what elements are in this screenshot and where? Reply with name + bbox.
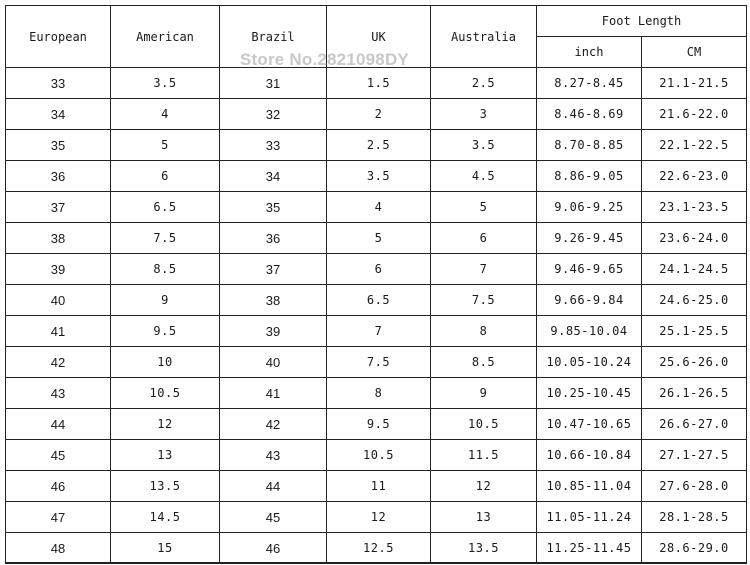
cell-uk: 12.5 — [327, 533, 431, 564]
cell-australia: 5 — [431, 192, 537, 223]
cell-cm: 25.1-25.5 — [642, 316, 747, 347]
cell-european: 40 — [6, 285, 111, 316]
cell-uk: 5 — [327, 223, 431, 254]
cell-australia: 8.5 — [431, 347, 537, 378]
cell-cm: 23.1-23.5 — [642, 192, 747, 223]
cell-inch: 8.27-8.45 — [537, 68, 642, 99]
cell-australia: 8 — [431, 316, 537, 347]
header-european: European — [6, 6, 111, 68]
cell-brazil: 32 — [220, 99, 327, 130]
cell-european: 46 — [6, 471, 111, 502]
cell-australia: 13 — [431, 502, 537, 533]
cell-cm: 22.6-23.0 — [642, 161, 747, 192]
cell-uk: 7.5 — [327, 347, 431, 378]
cell-uk: 8 — [327, 378, 431, 409]
cell-cm: 25.6-26.0 — [642, 347, 747, 378]
cell-european: 39 — [6, 254, 111, 285]
header-brazil: Brazil — [220, 6, 327, 68]
cell-american: 14.5 — [111, 502, 220, 533]
table-row — [6, 99, 747, 130]
table-row — [6, 378, 747, 409]
cell-inch: 10.47-10.65 — [537, 409, 642, 440]
cell-american: 10.5 — [111, 378, 220, 409]
cell-american: 10 — [111, 347, 220, 378]
table-row — [6, 254, 747, 285]
cell-american: 4 — [111, 99, 220, 130]
cell-uk: 11 — [327, 471, 431, 502]
cell-brazil: 31 — [220, 68, 327, 99]
cell-brazil: 44 — [220, 471, 327, 502]
cell-american: 7.5 — [111, 223, 220, 254]
cell-american: 5 — [111, 130, 220, 161]
table-row — [6, 192, 747, 223]
cell-european: 35 — [6, 130, 111, 161]
cell-european: 34 — [6, 99, 111, 130]
cell-cm: 26.1-26.5 — [642, 378, 747, 409]
cell-brazil: 40 — [220, 347, 327, 378]
cell-european: 38 — [6, 223, 111, 254]
cell-cm: 24.1-24.5 — [642, 254, 747, 285]
table-row — [6, 471, 747, 502]
cell-brazil: 36 — [220, 223, 327, 254]
header-cm: CM — [642, 37, 747, 68]
cell-brazil: 45 — [220, 502, 327, 533]
table-row — [6, 316, 747, 347]
cell-uk: 6.5 — [327, 285, 431, 316]
cell-european: 47 — [6, 502, 111, 533]
cell-cm: 23.6-24.0 — [642, 223, 747, 254]
cell-brazil: 41 — [220, 378, 327, 409]
cell-brazil: 33 — [220, 130, 327, 161]
cell-cm: 28.1-28.5 — [642, 502, 747, 533]
cell-australia: 4.5 — [431, 161, 537, 192]
cell-australia: 3 — [431, 99, 537, 130]
cell-brazil: 37 — [220, 254, 327, 285]
cell-brazil: 39 — [220, 316, 327, 347]
cell-american: 15 — [111, 533, 220, 564]
cell-cm: 22.1-22.5 — [642, 130, 747, 161]
table-row — [6, 502, 747, 533]
cell-brazil: 46 — [220, 533, 327, 564]
cell-inch: 9.26-9.45 — [537, 223, 642, 254]
cell-cm: 27.1-27.5 — [642, 440, 747, 471]
cell-cm: 21.1-21.5 — [642, 68, 747, 99]
cell-cm: 28.6-29.0 — [642, 533, 747, 564]
cell-european: 45 — [6, 440, 111, 471]
cell-brazil: 38 — [220, 285, 327, 316]
cell-inch: 11.25-11.45 — [537, 533, 642, 564]
header-row-1 — [6, 6, 747, 37]
cell-inch: 10.85-11.04 — [537, 471, 642, 502]
cell-inch: 8.70-8.85 — [537, 130, 642, 161]
cell-inch: 8.46-8.69 — [537, 99, 642, 130]
cell-inch: 10.05-10.24 — [537, 347, 642, 378]
cell-inch: 11.05-11.24 — [537, 502, 642, 533]
cell-uk: 2.5 — [327, 130, 431, 161]
cell-european: 44 — [6, 409, 111, 440]
cell-uk: 1.5 — [327, 68, 431, 99]
cell-inch: 8.86-9.05 — [537, 161, 642, 192]
table-row — [6, 409, 747, 440]
cell-australia: 7.5 — [431, 285, 537, 316]
cell-uk: 3.5 — [327, 161, 431, 192]
cell-european: 42 — [6, 347, 111, 378]
table-body — [6, 68, 747, 564]
cell-australia: 2.5 — [431, 68, 537, 99]
store-watermark: Store No.2821098DY — [240, 50, 409, 69]
cell-uk: 12 — [327, 502, 431, 533]
cell-cm: 26.6-27.0 — [642, 409, 747, 440]
cell-inch: 9.06-9.25 — [537, 192, 642, 223]
cell-australia: 9 — [431, 378, 537, 409]
cell-australia: 10.5 — [431, 409, 537, 440]
cell-brazil: 42 — [220, 409, 327, 440]
cell-cm: 27.6-28.0 — [642, 471, 747, 502]
cell-brazil: 34 — [220, 161, 327, 192]
table-row — [6, 285, 747, 316]
cell-inch: 9.46-9.65 — [537, 254, 642, 285]
cell-european: 41 — [6, 316, 111, 347]
cell-brazil: 35 — [220, 192, 327, 223]
cell-european: 36 — [6, 161, 111, 192]
cell-inch: 9.66-9.84 — [537, 285, 642, 316]
cell-cm: 24.6-25.0 — [642, 285, 747, 316]
cell-european: 37 — [6, 192, 111, 223]
cell-australia: 7 — [431, 254, 537, 285]
cell-uk: 9.5 — [327, 409, 431, 440]
cell-australia: 12 — [431, 471, 537, 502]
cell-american: 9 — [111, 285, 220, 316]
table-row — [6, 68, 747, 99]
cell-american: 13 — [111, 440, 220, 471]
table-row — [6, 161, 747, 192]
table-row — [6, 223, 747, 254]
cell-uk: 7 — [327, 316, 431, 347]
table-row — [6, 130, 747, 161]
cell-american: 13.5 — [111, 471, 220, 502]
table-bottom-divider — [5, 562, 746, 563]
header-inch: inch — [537, 37, 642, 68]
cell-american: 12 — [111, 409, 220, 440]
table-row — [6, 440, 747, 471]
cell-american: 9.5 — [111, 316, 220, 347]
cell-australia: 6 — [431, 223, 537, 254]
header-australia: Australia — [431, 6, 537, 68]
cell-american: 6.5 — [111, 192, 220, 223]
cell-european: 48 — [6, 533, 111, 564]
cell-cm: 21.6-22.0 — [642, 99, 747, 130]
cell-inch: 9.85-10.04 — [537, 316, 642, 347]
cell-uk: 2 — [327, 99, 431, 130]
cell-australia: 11.5 — [431, 440, 537, 471]
cell-uk: 10.5 — [327, 440, 431, 471]
size-chart-table — [5, 5, 747, 564]
cell-inch: 10.25-10.45 — [537, 378, 642, 409]
cell-european: 33 — [6, 68, 111, 99]
cell-brazil: 43 — [220, 440, 327, 471]
cell-australia: 3.5 — [431, 130, 537, 161]
header-foot-length: Foot Length — [537, 6, 747, 37]
cell-american: 8.5 — [111, 254, 220, 285]
cell-uk: 6 — [327, 254, 431, 285]
table-row — [6, 347, 747, 378]
cell-inch: 10.66-10.84 — [537, 440, 642, 471]
cell-australia: 13.5 — [431, 533, 537, 564]
cell-uk: 4 — [327, 192, 431, 223]
header-uk: UK — [327, 6, 431, 68]
cell-american: 3.5 — [111, 68, 220, 99]
header-american: American — [111, 6, 220, 68]
table-header — [6, 6, 747, 68]
table-row — [6, 533, 747, 564]
cell-american: 6 — [111, 161, 220, 192]
cell-european: 43 — [6, 378, 111, 409]
